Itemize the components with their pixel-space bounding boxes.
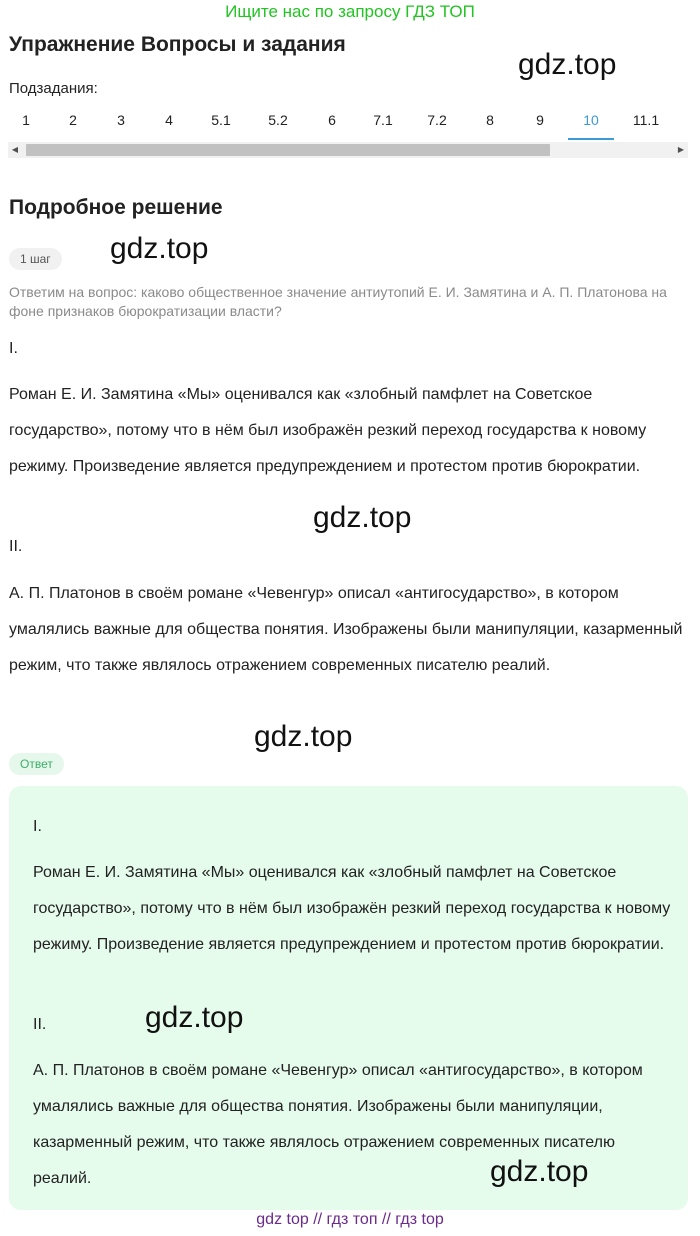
tabs-scrollbar[interactable] (8, 142, 688, 158)
subtask-tab[interactable]: 7.1 (373, 112, 393, 128)
scroll-right-arrow-icon[interactable]: ▶ (677, 145, 685, 154)
watermark: gdz.top (110, 232, 209, 265)
subtask-tab[interactable]: 5.1 (211, 112, 231, 128)
part1-label: I. (9, 340, 18, 357)
scroll-left-arrow-icon[interactable]: ◀ (11, 145, 19, 154)
watermark: gdz.top (313, 501, 412, 534)
promo-banner[interactable]: Ищите нас по запросу ГДЗ ТОП (225, 2, 475, 21)
answer-part1-text: Роман Е. И. Замятина «Мы» оценивался как «злобный памфлет на Советское государство», потому что в нём был изображён резкий переход государства к новому режиму. Произведение является предупреждением и протестом против бюрократии. (33, 864, 671, 953)
subtask-tab[interactable]: 7.2 (427, 112, 447, 128)
watermark: gdz.top (254, 720, 353, 753)
solution-heading: Подробное решение (9, 196, 223, 219)
subtask-tab[interactable]: 2 (69, 112, 77, 128)
part2-text: А. П. Платонов в своём романе «Чевенгур» описал «антигосударство», в котором умалялись важные для общества понятия. Изображены были манипуляции, казарменный режим, что также являлось отражением современных писателю реалий. (9, 585, 683, 674)
question-text: Ответим на вопрос: каково общественное значение антиутопий Е. И. Замятина и А. П. Платонова на фоне признаков бюрократизации власти? (9, 284, 667, 319)
subtask-tab[interactable]: 6 (328, 112, 336, 128)
scrollbar-thumb[interactable] (26, 144, 550, 156)
answer-part2-label: II. (33, 1016, 47, 1033)
subtask-tab[interactable]: 9 (536, 112, 544, 128)
watermark: gdz.top (518, 48, 617, 81)
watermark: gdz.top (145, 1001, 244, 1034)
answer-badge: Ответ (9, 753, 64, 775)
subtask-tab-active[interactable]: 10 (583, 112, 599, 128)
answer-part2-text: А. П. Платонов в своём романе «Чевенгур» описал «антигосударство», в котором умалялись важные для общества понятия. Изображены были манипуляции, казарменный режим, что также являлось отражением современных писателю реалий. (33, 1062, 643, 1187)
subtasks-label: Подзадания: (9, 80, 98, 97)
step-badge: 1 шаг (9, 248, 62, 270)
part1-text: Роман Е. И. Замятина «Мы» оценивался как «злобный памфлет на Советское государство», потому что в нём был изображён резкий переход государства к новому режиму. Произведение является предупреждением и протестом против бюрократии. (9, 386, 647, 475)
footer-links[interactable]: gdz top // гдз топ // гдз top (256, 1211, 444, 1228)
subtask-tab[interactable]: 1 (22, 112, 30, 128)
subtask-tab[interactable]: 4 (165, 112, 173, 128)
subtask-tab[interactable]: 3 (117, 112, 125, 128)
subtask-tab[interactable]: 5.2 (268, 112, 288, 128)
page-title: Упражнение Вопросы и задания (9, 33, 346, 56)
subtask-tabs (0, 108, 700, 138)
active-tab-underline (568, 138, 614, 140)
watermark: gdz.top (490, 1155, 589, 1188)
answer-part1-label: I. (33, 818, 42, 835)
part2-label: II. (9, 538, 23, 555)
subtask-tab[interactable]: 8 (486, 112, 494, 128)
subtask-tab[interactable]: 11.1 (632, 112, 660, 128)
